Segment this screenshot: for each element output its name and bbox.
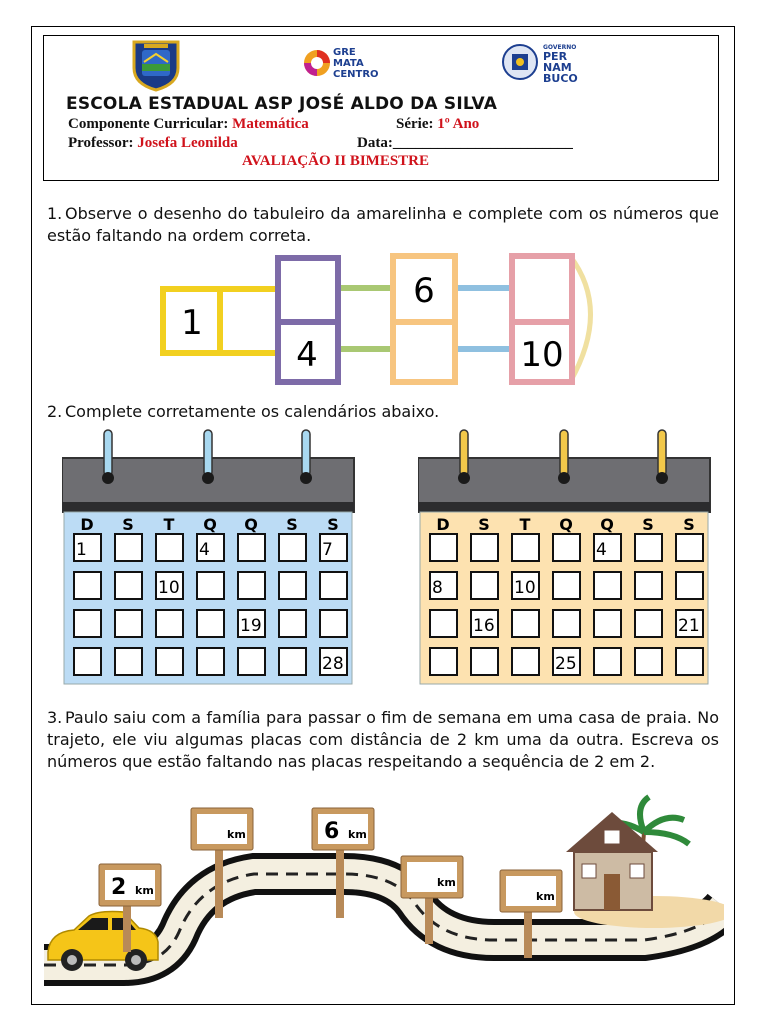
calendar-day-box[interactable] xyxy=(635,572,662,599)
calendar-day-box[interactable] xyxy=(74,610,101,637)
hopscotch-number-4: 4 xyxy=(296,335,318,375)
weekday-label: S xyxy=(642,515,654,534)
calendar-day-box[interactable] xyxy=(156,610,183,637)
calendar-right xyxy=(418,428,712,686)
calendar-day-box[interactable] xyxy=(512,648,539,675)
hopscotch-number-10: 10 xyxy=(520,335,564,375)
calendar-day-box[interactable] xyxy=(635,610,662,637)
calendar-day-number: 4 xyxy=(199,540,210,560)
calendar-day-box[interactable] xyxy=(430,534,457,561)
hopscotch-connector xyxy=(338,285,392,291)
hopscotch-cell-2 xyxy=(220,289,278,353)
calendar-day-box[interactable] xyxy=(594,572,621,599)
house-window xyxy=(630,864,644,878)
calendar-day-box[interactable] xyxy=(553,572,580,599)
gov-logo-line2: PER xyxy=(543,50,568,63)
weekday-label: S xyxy=(122,515,134,534)
road-sign-unit: km xyxy=(437,876,456,889)
calendar-day-box[interactable] xyxy=(676,572,703,599)
gov-logo-line1: GOVERNO xyxy=(543,44,577,51)
hopscotch-board xyxy=(156,250,616,390)
calendar-day-box[interactable] xyxy=(279,572,306,599)
calendar-day-box[interactable] xyxy=(197,610,224,637)
calendar-ring-hole xyxy=(102,472,114,484)
calendar-binder-edge xyxy=(62,502,354,512)
hopscotch-number-6: 6 xyxy=(413,271,435,311)
gre-logo-line1: GRE xyxy=(333,47,356,58)
calendar-day-box[interactable] xyxy=(156,648,183,675)
date-field: Data:________________________ xyxy=(357,135,573,151)
calendar-day-box[interactable] xyxy=(320,572,347,599)
weekday-label: S xyxy=(478,515,490,534)
weekday-label: Q xyxy=(600,515,614,534)
road-illustration xyxy=(44,782,724,997)
calendar-day-box[interactable] xyxy=(676,648,703,675)
question-3 xyxy=(47,707,719,773)
calendar-day-box[interactable] xyxy=(197,648,224,675)
component-value: Matemática xyxy=(232,116,309,132)
weekday-label: D xyxy=(80,515,94,534)
question-3-number: 3. xyxy=(47,708,63,727)
question-1 xyxy=(47,203,719,247)
calendar-day-number: 10 xyxy=(514,578,536,598)
calendar-left xyxy=(62,428,356,686)
calendar-ring-hole xyxy=(656,472,668,484)
calendar-day-box[interactable] xyxy=(197,572,224,599)
calendar-day-box[interactable] xyxy=(553,610,580,637)
hopscotch-connector xyxy=(456,346,512,352)
calendar-day-number: 1 xyxy=(76,540,87,560)
calendar-day-box[interactable] xyxy=(279,648,306,675)
calendar-day-box[interactable] xyxy=(115,534,142,561)
sign-post xyxy=(336,848,344,918)
question-2-text: Complete corretamente os calendários abaixo. xyxy=(65,402,440,421)
calendar-day-box[interactable] xyxy=(430,648,457,675)
teacher-value: Josefa Leonilda xyxy=(137,135,238,151)
question-1-number: 1. xyxy=(47,204,63,223)
teacher-line xyxy=(68,135,238,152)
calendar-day-number: 4 xyxy=(596,540,607,560)
calendar-ring xyxy=(104,430,112,476)
school-crest-logo xyxy=(128,38,184,92)
road-sign-unit: km xyxy=(227,828,246,841)
road-sign-unit: km xyxy=(536,890,555,903)
calendar-day-number: 16 xyxy=(473,616,495,636)
weekday-label: S xyxy=(683,515,695,534)
calendar-ring xyxy=(302,430,310,476)
gov-logo-line3: NAM xyxy=(543,61,572,74)
road-sign-number: 6 xyxy=(324,819,340,844)
calendar-day-box[interactable] xyxy=(512,610,539,637)
calendar-ring-hole xyxy=(558,472,570,484)
house-door xyxy=(604,874,620,910)
calendar-day-box[interactable] xyxy=(279,534,306,561)
weekday-label: S xyxy=(327,515,339,534)
calendar-day-box[interactable] xyxy=(471,572,498,599)
question-1-text: Observe o desenho do tabuleiro da amarelinha e complete com os números que estão faltando na ordem correta. xyxy=(47,204,719,245)
road-sign-unit: km xyxy=(348,828,367,841)
calendar-day-number: 21 xyxy=(678,616,700,636)
calendar-day-box[interactable] xyxy=(279,610,306,637)
gov-logo-line4: BUCO xyxy=(543,72,578,84)
road-sign-unit: km xyxy=(135,884,154,897)
gre-logo xyxy=(302,42,382,84)
weekday-label: S xyxy=(286,515,298,534)
calendar-ring-hole xyxy=(300,472,312,484)
calendar-day-box[interactable] xyxy=(115,610,142,637)
weekday-label: T xyxy=(519,515,531,534)
question-2 xyxy=(47,401,719,423)
hopscotch-cell-3 xyxy=(278,258,338,322)
calendar-day-box[interactable] xyxy=(635,648,662,675)
calendar-ring xyxy=(658,430,666,476)
hopscotch-cell-7 xyxy=(512,256,572,322)
component-label: Componente Curricular: xyxy=(68,116,229,132)
sign-post xyxy=(524,910,532,958)
calendar-day-box[interactable] xyxy=(635,534,662,561)
hopscotch-connector xyxy=(456,285,512,291)
calendar-ring xyxy=(560,430,568,476)
teacher-label: Professor: xyxy=(68,135,134,151)
school-name: ESCOLA ESTADUAL ASP JOSÉ ALDO DA SILVA xyxy=(66,94,498,114)
calendar-ring-hole xyxy=(458,472,470,484)
component-line xyxy=(68,116,309,133)
calendar-day-number: 19 xyxy=(240,616,262,636)
grade-value: 1º Ano xyxy=(437,116,480,132)
calendar-day-box[interactable] xyxy=(594,610,621,637)
calendar-day-number: 28 xyxy=(322,654,344,674)
calendar-day-box[interactable] xyxy=(676,534,703,561)
weekday-label: T xyxy=(163,515,175,534)
grade-line xyxy=(396,116,479,133)
hopscotch-connector xyxy=(338,346,392,352)
calendar-day-number: 7 xyxy=(322,540,333,560)
weekday-label: Q xyxy=(203,515,217,534)
pernambuco-government-logo xyxy=(500,40,592,84)
calendar-ring-hole xyxy=(202,472,214,484)
hopscotch-cell-5 xyxy=(393,322,455,382)
calendar-day-box[interactable] xyxy=(238,534,265,561)
calendar-day-number: 25 xyxy=(555,654,577,674)
sign-post xyxy=(123,904,131,952)
calendar-day-box[interactable] xyxy=(594,648,621,675)
calendar-day-box[interactable] xyxy=(471,648,498,675)
grade-label: Série: xyxy=(396,116,434,132)
calendar-day-box[interactable] xyxy=(471,534,498,561)
calendar-day-box[interactable] xyxy=(238,572,265,599)
calendar-day-box[interactable] xyxy=(430,610,457,637)
gre-logo-line2: MATA xyxy=(333,58,364,69)
calendar-day-box[interactable] xyxy=(320,610,347,637)
weekday-label: Q xyxy=(244,515,258,534)
house-window xyxy=(582,864,596,878)
calendar-day-box[interactable] xyxy=(115,648,142,675)
calendar-ring xyxy=(460,430,468,476)
hopscotch-number-1: 1 xyxy=(181,303,203,343)
calendar-ring xyxy=(204,430,212,476)
road-sign-number: 2 xyxy=(111,875,127,900)
calendar-day-box[interactable] xyxy=(238,648,265,675)
question-3-text: Paulo saiu com a família para passar o fim de semana em uma casa de praia. No trajeto, ele viu algumas placas com distância de 2 km uma da outra. Escreva os números que estão faltando nas placas respeitando a sequência de 2 em 2. xyxy=(47,708,719,771)
calendar-day-box[interactable] xyxy=(512,534,539,561)
sign-post xyxy=(215,848,223,918)
house-window xyxy=(604,830,620,844)
calendar-day-box[interactable] xyxy=(74,648,101,675)
question-2-number: 2. xyxy=(47,402,63,421)
calendar-binder-edge xyxy=(418,502,710,512)
gre-logo-line3: CENTRO xyxy=(333,69,379,80)
calendar-day-number: 8 xyxy=(432,578,443,598)
calendar-day-box[interactable] xyxy=(74,572,101,599)
weekday-label: D xyxy=(436,515,450,534)
sign-post xyxy=(425,896,433,944)
calendar-day-box[interactable] xyxy=(115,572,142,599)
calendar-day-box[interactable] xyxy=(553,534,580,561)
exam-title: AVALIAÇÃO II BIMESTRE xyxy=(242,153,430,169)
car-hubcap xyxy=(67,955,77,965)
calendar-day-box[interactable] xyxy=(156,534,183,561)
car-hubcap xyxy=(131,955,141,965)
calendar-day-number: 10 xyxy=(158,578,180,598)
weekday-label: Q xyxy=(559,515,573,534)
